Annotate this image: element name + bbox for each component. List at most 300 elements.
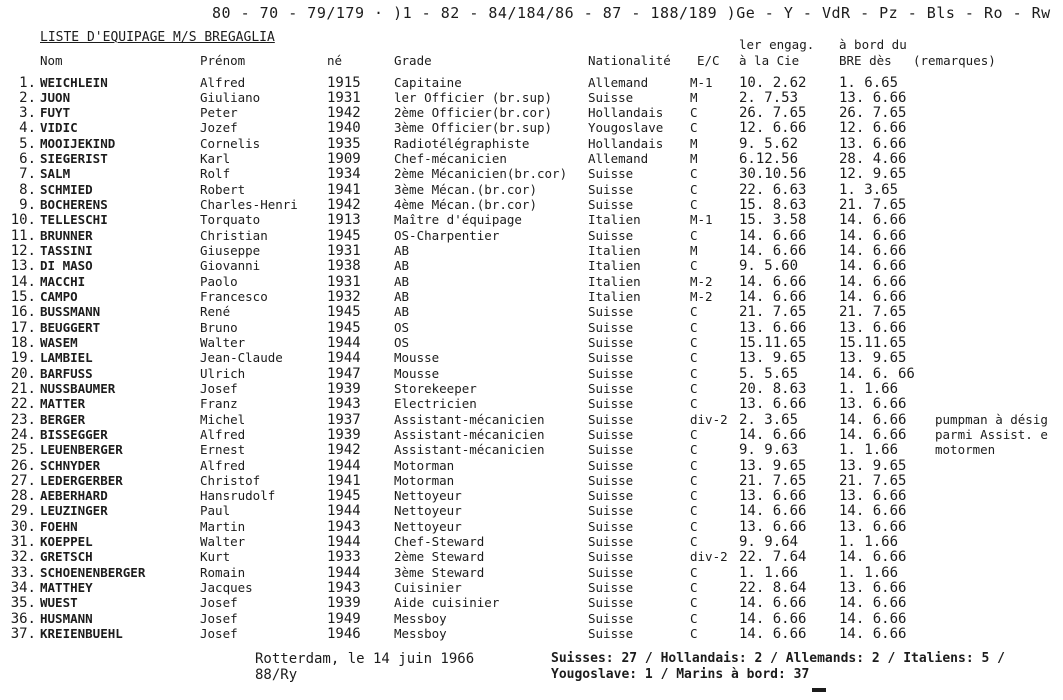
crew-on-board-since: 14. 6.66 [839,426,907,443]
crew-birth-year: 1931 [327,89,361,106]
crew-firstname: Christian [200,227,268,243]
crew-surname: MATTHEY [40,580,93,596]
crew-nationality: Suisse [588,396,634,412]
crew-on-board-since: 21. 7.65 [839,472,907,489]
crew-nationality: Italien [588,212,641,228]
table-row [0,243,1063,258]
crew-on-board-since: 13. 6.66 [839,396,907,413]
crew-first-engagement: 14. 6.66 [739,426,807,443]
crew-on-board-since: 14. 6.66 [839,549,907,566]
crew-remark: parmi Assist. e [935,426,1048,442]
crew-on-board-since: 1. 1.66 [839,534,899,551]
crew-nationality: Suisse [588,610,634,626]
crew-on-board-since: 13. 6.66 [839,319,907,336]
crew-firstname: Alfred [200,426,246,442]
crew-birth-year: 1941 [327,472,361,489]
row-number: 1. [19,74,36,91]
crew-surname: SALM [40,166,71,182]
crew-first-engagement: 22. 6.63 [739,181,807,198]
table-row [0,274,1063,289]
table-row [0,534,1063,549]
crew-rank: 3ème Steward [394,564,485,580]
crew-on-board-since: 26. 7.65 [839,105,907,122]
crew-first-engagement: 22. 8.64 [739,580,807,597]
crew-firstname: Jacques [200,580,253,596]
table-row [0,258,1063,273]
crew-ec: C [690,442,698,458]
crew-rank: 2ème Steward [394,549,485,565]
crew-on-board-since: 14. 6.66 [839,503,907,520]
crew-first-engagement: 5. 5.65 [739,365,799,382]
crew-first-engagement: 21. 7.65 [739,472,807,489]
crew-ec: C [690,610,698,626]
col-header-grade: Grade [394,53,432,68]
row-number: 4. [19,120,36,137]
crew-first-engagement: 14. 6.66 [739,273,807,290]
crew-birth-year: 1931 [327,273,361,290]
crew-surname: BRUNNER [40,227,93,243]
crew-ec: C [690,166,698,182]
crew-surname: KOEPPEL [40,534,93,550]
crew-ec: C [690,105,698,121]
crew-surname: FOEHN [40,518,78,534]
col-header-engag-2: à la Cie [739,53,800,68]
crew-first-engagement: 15.11.65 [739,334,807,351]
row-number: 26. [10,457,36,474]
table-row [0,197,1063,212]
crew-surname: WEICHLEIN [40,74,108,90]
crew-rank: Maître d'équipage [394,212,522,228]
crew-ec: C [690,488,698,504]
table-row [0,626,1063,641]
crew-birth-year: 1944 [327,334,361,351]
crew-ec: C [690,580,698,596]
crew-rank: AB [394,243,410,259]
crew-surname: LEUZINGER [40,503,108,519]
crew-rank: AB [394,288,410,304]
row-number: 7. [19,166,36,183]
crew-firstname: Giuliano [200,89,261,105]
crew-birth-year: 1944 [327,534,361,551]
crew-firstname: Walter [200,334,246,350]
crew-nationality: Suisse [588,426,634,442]
crew-birth-year: 1945 [327,227,361,244]
table-row [0,519,1063,534]
crew-surname: FUYT [40,105,71,121]
crew-rank: Mousse [394,350,440,366]
crew-rank: Capitaine [394,74,462,90]
row-number: 18. [10,334,36,351]
table-row [0,289,1063,304]
crew-on-board-since: 13. 6.66 [839,488,907,505]
crew-ec: C [690,396,698,412]
crew-birth-year: 1932 [327,288,361,305]
crew-first-engagement: 14. 6.66 [739,626,807,643]
crew-on-board-since: 28. 4.66 [839,151,907,168]
crew-surname: MATTER [40,396,86,412]
crew-nationality: Suisse [588,442,634,458]
crew-ec: M [690,243,698,259]
table-row [0,182,1063,197]
crew-first-engagement: 2. 3.65 [739,411,799,428]
crew-firstname: Christof [200,472,261,488]
crew-birth-year: 1944 [327,457,361,474]
crew-rank: Electricien [394,396,477,412]
crew-first-engagement: 14. 6.66 [739,610,807,627]
crew-nationality: Italien [588,258,641,274]
table-row [0,350,1063,365]
crew-firstname: Francesco [200,288,268,304]
table-row [0,580,1063,595]
table-row [0,212,1063,227]
row-number: 21. [10,380,36,397]
crew-on-board-since: 1. 1.66 [839,442,899,459]
table-row [0,565,1063,580]
crew-birth-year: 1909 [327,151,361,168]
crew-ec: C [690,380,698,396]
crew-nationality: Suisse [588,227,634,243]
crew-ec: C [690,426,698,442]
table-row [0,473,1063,488]
crew-ec: C [690,503,698,519]
row-number: 12. [10,243,36,260]
crew-firstname: Giuseppe [200,243,261,259]
table-row [0,381,1063,396]
row-number: 31. [10,534,36,551]
row-number: 25. [10,442,36,459]
crew-surname: NUSSBAUMER [40,380,116,396]
crew-firstname: Peter [200,105,238,121]
crew-rank: ler Officier (br.sup) [394,89,553,105]
crew-nationality: Suisse [588,457,634,473]
crew-first-engagement: 15. 3.58 [739,212,807,229]
table-row [0,151,1063,166]
crew-firstname: Michel [200,411,246,427]
crew-nationality: Suisse [588,488,634,504]
crew-birth-year: 1939 [327,426,361,443]
row-number: 5. [19,135,36,152]
col-header-prenom: Prénom [200,53,246,68]
crew-on-board-since: 14. 6. 66 [839,365,915,382]
crew-birth-year: 1937 [327,411,361,428]
crew-nationality: Suisse [588,503,634,519]
row-number: 15. [10,288,36,305]
row-number: 10. [10,212,36,229]
row-number: 22. [10,396,36,413]
row-number: 16. [10,304,36,321]
crew-firstname: Rolf [200,166,231,182]
crew-birth-year: 1944 [327,503,361,520]
row-number: 8. [19,181,36,198]
crew-surname: GRETSCH [40,549,93,565]
crew-birth-year: 1949 [327,610,361,627]
crew-rank: 3ème Mécan.(br.cor) [394,181,537,197]
table-row [0,75,1063,90]
crew-first-engagement: 9. 9.63 [739,442,799,459]
col-header-engag-1: ler engag. [739,37,815,52]
crew-remark: pumpman à désig [935,411,1048,427]
crew-ec: C [690,518,698,534]
row-number: 32. [10,549,36,566]
crew-rank: Storekeeper [394,380,477,396]
crew-nationality: Suisse [588,197,634,213]
row-number: 2. [19,89,36,106]
crew-firstname: Franz [200,396,238,412]
crew-birth-year: 1935 [327,135,361,152]
crew-ec: div-2 [690,411,728,427]
crew-nationality: Suisse [588,89,634,105]
table-row [0,549,1063,564]
crew-nationality: Yougoslave [588,120,664,136]
crew-firstname: Giovanni [200,258,261,274]
crew-first-engagement: 14. 6.66 [739,227,807,244]
crew-first-engagement: 1. 1.66 [739,564,799,581]
row-number: 6. [19,151,36,168]
crew-firstname: Ulrich [200,365,246,381]
row-number: 28. [10,488,36,505]
crew-nationality: Suisse [588,334,634,350]
crew-firstname: René [200,304,231,320]
crew-on-board-since: 1. 1.66 [839,564,899,581]
crew-birth-year: 1915 [327,74,361,91]
crew-first-engagement: 14. 6.66 [739,503,807,520]
row-number: 29. [10,503,36,520]
crew-surname: BISSEGGER [40,426,108,442]
table-row [0,442,1063,457]
crew-nationality: Suisse [588,472,634,488]
crew-birth-year: 1942 [327,197,361,214]
crew-nationality: Suisse [588,595,634,611]
crew-surname: BARFUSS [40,365,93,381]
crew-on-board-since: 12. 6.66 [839,120,907,137]
crew-surname: CAMPO [40,288,78,304]
table-row [0,611,1063,626]
crew-first-engagement: 12. 6.66 [739,120,807,137]
crew-first-engagement: 13. 6.66 [739,488,807,505]
crew-surname: LEDERGERBER [40,472,123,488]
row-number: 36. [10,610,36,627]
header-reference-line: 80 - 70 - 79/179 · )1 - 82 - 84/184/86 - 87 - 188/189 )Ge - Y - VdR - Pz - Bls - Ro - Rw [212,4,1051,22]
crew-on-board-since: 14. 6.66 [839,595,907,612]
table-row [0,366,1063,381]
crew-ec: C [690,334,698,350]
crew-birth-year: 1940 [327,120,361,137]
crew-first-engagement: 13. 6.66 [739,319,807,336]
row-number: 37. [10,626,36,643]
crew-on-board-since: 14. 6.66 [839,227,907,244]
crew-surname: BUSSMANN [40,304,101,320]
col-header-ne: né [327,53,343,68]
crew-nationality: Suisse [588,365,634,381]
crew-firstname: Karl [200,151,231,167]
crew-ec: div-2 [690,549,728,565]
crew-rank: AB [394,304,410,320]
crew-firstname: Josef [200,610,238,626]
crew-surname: LAMBIEL [40,350,93,366]
table-row [0,458,1063,473]
crew-nationality: Suisse [588,380,634,396]
crew-rank: Radiotélégraphiste [394,135,530,151]
crew-firstname: Martin [200,518,246,534]
crew-surname: TASSINI [40,243,93,259]
crew-rank: 3ème Officier(br.sup) [394,120,553,136]
table-row [0,136,1063,151]
crew-rank: Motorman [394,472,455,488]
crew-birth-year: 1944 [327,564,361,581]
table-row [0,488,1063,503]
crew-first-engagement: 15. 8.63 [739,197,807,214]
crew-rank: Motorman [394,457,455,473]
crew-on-board-since: 14. 6.66 [839,288,907,305]
crew-on-board-since: 14. 6.66 [839,411,907,428]
crew-on-board-since: 1. 3.65 [839,181,899,198]
crew-firstname: Paolo [200,273,238,289]
crew-firstname: Hansrudolf [200,488,276,504]
crew-surname: WASEM [40,334,78,350]
crew-ec: C [690,304,698,320]
col-header-nationalite: Nationalité [588,53,671,68]
crew-firstname: Charles-Henri [200,197,298,213]
col-header-bord-1: à bord du [839,37,907,52]
crew-ec: C [690,350,698,366]
crew-surname: TELLESCHI [40,212,108,228]
crew-surname: MOOIJEKIND [40,135,116,151]
crew-on-board-since: 13. 9.65 [839,457,907,474]
crew-on-board-since: 15.11.65 [839,334,907,351]
crew-on-board-since: 21. 7.65 [839,304,907,321]
crew-firstname: Torquato [200,212,261,228]
crew-rank: AB [394,258,410,274]
crew-on-board-since: 13. 6.66 [839,89,907,106]
crew-first-engagement: 13. 6.66 [739,396,807,413]
table-row [0,166,1063,181]
crew-ec: M-1 [690,212,713,228]
crew-rank: OS [394,334,410,350]
crew-surname: WUEST [40,595,78,611]
crew-birth-year: 1944 [327,350,361,367]
crew-nationality: Suisse [588,626,634,642]
crew-birth-year: 1945 [327,319,361,336]
table-row [0,120,1063,135]
crew-ec: C [690,319,698,335]
crew-nationality: Suisse [588,564,634,580]
crew-first-engagement: 20. 8.63 [739,380,807,397]
row-number: 17. [10,319,36,336]
crew-surname: SIEGERIST [40,151,108,167]
crew-ec: C [690,197,698,213]
crew-firstname: Alfred [200,457,246,473]
row-number: 14. [10,273,36,290]
crew-ec: C [690,472,698,488]
crew-birth-year: 1945 [327,488,361,505]
crew-ec: C [690,626,698,642]
crew-birth-year: 1931 [327,243,361,260]
crew-ec: C [690,227,698,243]
crew-first-engagement: 6.12.56 [739,151,799,168]
footer-summary-2: Yougoslave: 1 / Marins à bord: 37 [551,667,810,682]
crew-nationality: Suisse [588,580,634,596]
crew-on-board-since: 13. 9.65 [839,350,907,367]
crew-rank: AB [394,273,410,289]
document-title: LISTE D'EQUIPAGE M/S BREGAGLIA [40,30,275,45]
crew-nationality: Allemand [588,74,649,90]
crew-nationality: Allemand [588,151,649,167]
crew-nationality: Hollandais [588,105,664,121]
crew-birth-year: 1938 [327,258,361,275]
crew-first-engagement: 2. 7.53 [739,89,799,106]
crew-firstname: Bruno [200,319,238,335]
crew-birth-year: 1942 [327,105,361,122]
row-number: 34. [10,580,36,597]
crew-rank: Nettoyeur [394,518,462,534]
crew-surname: SCHNYDER [40,457,101,473]
crew-first-engagement: 13. 6.66 [739,518,807,535]
row-number: 13. [10,258,36,275]
footer-summary-1: Suisses: 27 / Hollandais: 2 / Allemands: 2 / Italiens: 5 / [551,651,1005,666]
crew-firstname: Ernest [200,442,246,458]
row-number: 19. [10,350,36,367]
crew-surname: DI MASO [40,258,93,274]
col-header-nom: Nom [40,53,63,68]
row-number: 30. [10,518,36,535]
crew-firstname: Josef [200,626,238,642]
crew-birth-year: 1946 [327,626,361,643]
table-row [0,427,1063,442]
crew-rank: Chef-mécanicien [394,151,507,167]
crew-ec: C [690,120,698,136]
row-number: 35. [10,595,36,612]
crew-birth-year: 1942 [327,442,361,459]
crew-firstname: Josef [200,380,238,396]
crew-ec: M [690,135,698,151]
table-row [0,320,1063,335]
crew-firstname: Romain [200,564,246,580]
crew-rank: Nettoyeur [394,503,462,519]
crew-birth-year: 1913 [327,212,361,229]
scan-mark [812,688,826,692]
crew-on-board-since: 12. 9.65 [839,166,907,183]
crew-birth-year: 1939 [327,380,361,397]
row-number: 20. [10,365,36,382]
crew-ec: C [690,457,698,473]
crew-surname: LEUENBERGER [40,442,123,458]
crew-nationality: Suisse [588,549,634,565]
crew-firstname: Kurt [200,549,231,565]
row-number: 3. [19,105,36,122]
crew-rank: Messboy [394,626,447,642]
crew-on-board-since: 14. 6.66 [839,626,907,643]
crew-nationality: Suisse [588,518,634,534]
crew-rank: Aide cuisinier [394,595,500,611]
crew-rank: Assistant-mécanicien [394,426,545,442]
table-row [0,396,1063,411]
crew-firstname: Cornelis [200,135,261,151]
crew-surname: BOCHERENS [40,197,108,213]
crew-surname: AEBERHARD [40,488,108,504]
table-row [0,335,1063,350]
crew-firstname: Paul [200,503,231,519]
crew-on-board-since: 13. 6.66 [839,518,907,535]
crew-rank: OS [394,319,410,335]
crew-on-board-since: 21. 7.65 [839,197,907,214]
crew-surname: MACCHI [40,273,86,289]
crew-birth-year: 1943 [327,580,361,597]
crew-firstname: Josef [200,595,238,611]
table-row [0,412,1063,427]
crew-first-engagement: 26. 7.65 [739,105,807,122]
col-header-remarques: (remarques) [913,53,996,68]
crew-first-engagement: 9. 9.64 [739,534,799,551]
